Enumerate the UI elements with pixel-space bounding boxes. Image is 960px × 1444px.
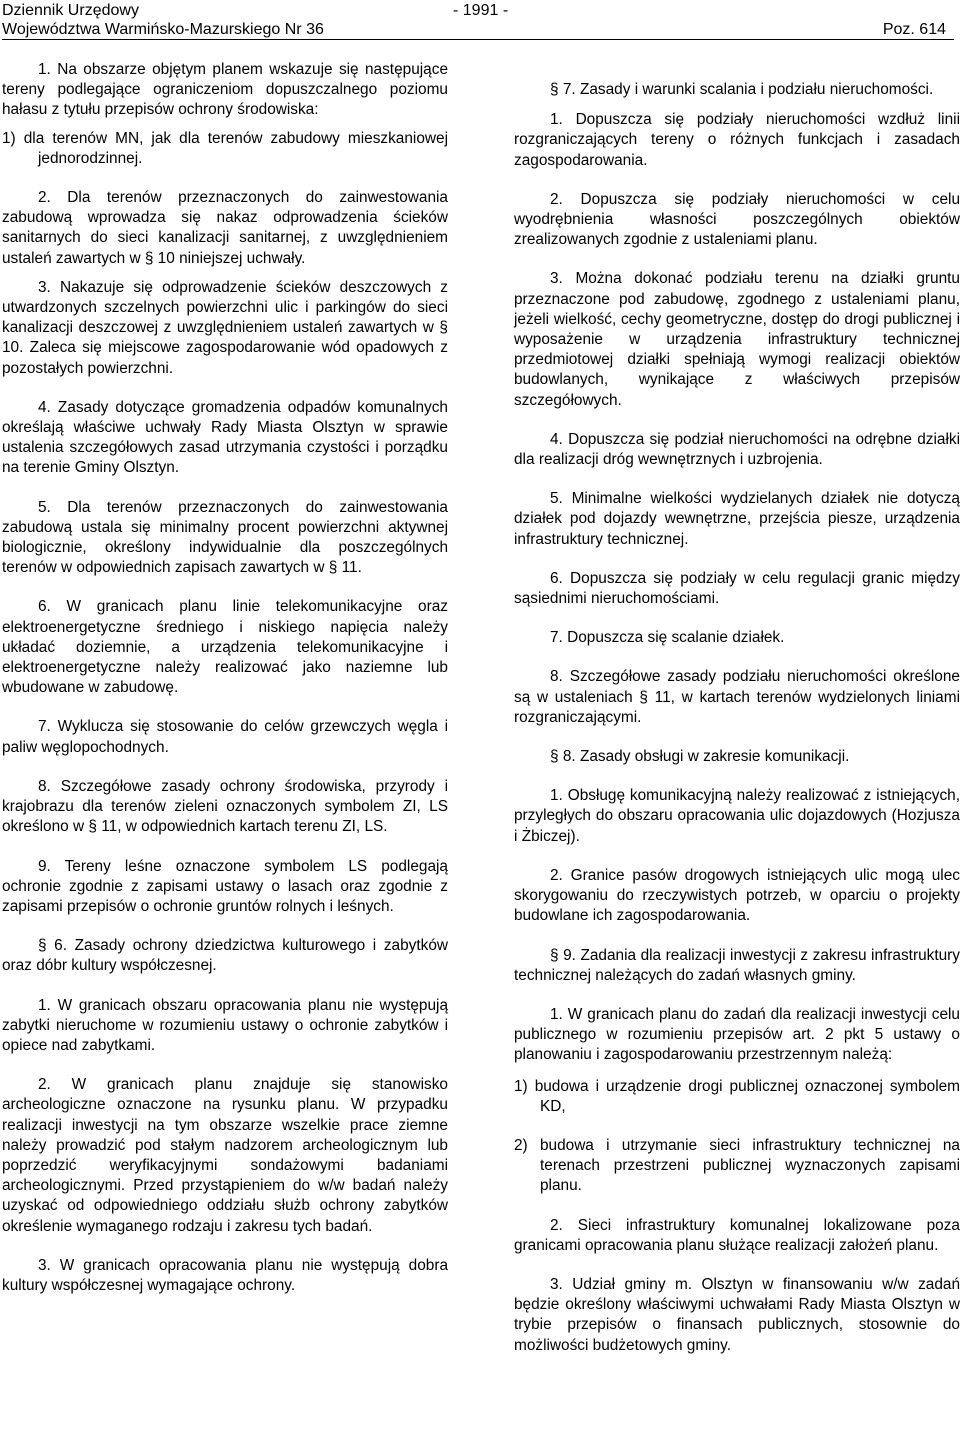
paragraph: 1. Na obszarze objętym planem wskazuje się następujące tereny podlegające ograniczeniom dopuszczalnego poziomu hałasu z tytułu przepisów ochrony środowiska: bbox=[2, 61, 448, 119]
paragraph: 1. W granicach obszaru opracowania planu nie występują zabytki nieruchome w rozumieniu ustawy o ochronie zabytków i opiece nad zabytkami. bbox=[2, 996, 448, 1054]
position-label: Poz. 614 bbox=[882, 21, 946, 38]
right-column bbox=[514, 58, 960, 1356]
region-title: Województwa Warmińsko-Mazurskiego Nr 36 bbox=[2, 21, 324, 38]
paragraph: 2. Dla terenów przeznaczonych do zainwestowania zabudową wprowadza się nakaz odprowadzenia ścieków sanitarnych do sieci kanalizacji sanitarnej, z uwzględnieniem ustaleń zawartych w § 10 niniejszej uchwały. bbox=[2, 189, 448, 267]
paragraph: 2. Dopuszcza się podziały nieruchomości w celu wyodrębnienia własności poszczególnych obiektów zrealizowanych zgodnie z ustaleniami planu. bbox=[514, 190, 960, 249]
paragraph: 7. Wyklucza się stosowanie do celów grzewczych węgla i paliw węglopochodnych. bbox=[2, 718, 448, 756]
page-header bbox=[0, 0, 960, 40]
paragraph: 6. W granicach planu linie telekomunikacyjne oraz elektroenergetyczne średniego i niskiego napięcia należy układać doziemnie, a urządzenia telekomunikacyjne i elektroenergetyczne należy realizować jako naziemne lub wbudowane w zabudowę. bbox=[2, 598, 448, 697]
paragraph: 8. Szczegółowe zasady ochrony środowiska, przyrody i krajobrazu dla terenów zieleni oznaczonych symbolem ZI, LS określono w § 11, w odpowiednich kartach terenu ZI, LS. bbox=[2, 777, 448, 836]
header-rule bbox=[2, 39, 954, 40]
section-heading-8: § 8. Zasady obsługi w zakresie komunikacji. bbox=[550, 748, 850, 766]
paragraph: 4. Zasady dotyczące gromadzenia odpadów komunalnych określają właściwe uchwały Rady Miasta Olsztyn w sprawie ustalenia szczegółowych zasad utrzymania czystości i porządku na terenie Gminy Olsztyn. bbox=[2, 398, 448, 477]
left-column bbox=[2, 58, 448, 1296]
list-item: 1) dla terenów MN, jak dla terenów zabudowy mieszkaniowej jednorodzinnej. bbox=[2, 129, 448, 167]
list-item: 1) budowa i urządzenie drogi publicznej oznaczonej symbolem KD, bbox=[514, 1077, 960, 1115]
paragraph: 5. Minimalne wielkości wydzielanych działek nie dotyczą działek pod dojazdy wewnętrzne, przejścia piesze, urządzenia infrastruktury technicznej. bbox=[514, 490, 960, 548]
paragraph: 2. Sieci infrastruktury komunalnej lokalizowane poza granicami opracowania planu służące realizacji założeń planu. bbox=[514, 1216, 960, 1254]
paragraph: 8. Szczegółowe zasady podziału nieruchomości określone są w ustaleniach § 11, w kartach terenów wydzielonych liniami rozgraniczającymi. bbox=[514, 668, 960, 726]
paragraph: 4. Dopuszcza się podział nieruchomości na odrębne działki dla realizacji dróg wewnętrznych i uzbrojenia. bbox=[514, 430, 960, 469]
paragraph: 7. Dopuszcza się scalanie działek. bbox=[550, 629, 785, 647]
list-item: 2) budowa i utrzymanie sieci infrastruktury technicznej na terenach przestrzeni publicznej wyznaczonych zapisami planu. bbox=[514, 1136, 960, 1195]
journal-title: Dziennik Urzędowy bbox=[2, 2, 139, 19]
paragraph: 3. Nakazuje się odprowadzenie ścieków deszczowych z utwardzonych szczelnych powierzchni ulic i parkingów do sieci kanalizacji deszczowej z uwzględnieniem ustaleń zawartych w § 10. Zaleca się miejscowe zagospodarowanie wód opadowych z pozostałych powierzchni. bbox=[2, 278, 448, 377]
paragraph: 2. Granice pasów drogowych istniejących ulic mogą ulec skorygowaniu do rzeczywistych potrzeb, w oparciu o projekty budowlane ich zagospodarowania. bbox=[514, 866, 960, 925]
paragraph: 1. W granicach planu do zadań dla realizacji inwestycji celu publicznego w rozumieniu przepisów art. 2 pkt 5 ustawy o planowaniu i zagospodarowaniu przestrzennym należą: bbox=[514, 1005, 960, 1064]
section-heading-7: § 7. Zasady i warunki scalania i podziału nieruchomości. bbox=[550, 81, 934, 98]
paragraph: 3. W granicach opracowania planu nie występują dobra kultury współczesnej wymagające ochrony. bbox=[2, 1256, 448, 1294]
paragraph: 5. Dla terenów przeznaczonych do zainwestowania zabudową ustala się minimalny procent powierzchni aktywnej biologicznie, określony indywidualnie dla poszczególnych terenów w odpowiednich zapisach zawartych w § 11. bbox=[2, 498, 448, 577]
paragraph: 1. Dopuszcza się podziały nieruchomości wzdłuż linii rozgraniczających tereny o różnych funkcjach i zasadach zagospodarowania. bbox=[514, 111, 960, 169]
page-number: - 1991 - bbox=[453, 2, 509, 19]
paragraph: 3. Można dokonać podziału terenu na działki gruntu przeznaczone pod zabudowę, zgodnego z ustaleniami planu, jeżeli wielkość, cechy geometryczne, dostęp do drogi publicznej i wyposażenie w urządzenia infrastruktury technicznej przedmiotowej działki spełniają wymogi realizacji obiektów budowlanych, wynikające z właściwych przepisów szczegółowych. bbox=[514, 270, 960, 409]
paragraph: 6. Dopuszcza się podziały w celu regulacji granic między sąsiednimi nieruchomościami. bbox=[514, 569, 960, 608]
paragraph: 1. Obsługę komunikacyjną należy realizować z istniejących, przyległych do obszaru opracowania ulic dojazdowych (Hozjusza i Żbiczej). bbox=[514, 787, 960, 845]
section-heading-9: § 9. Zadania dla realizacji inwestycji z zakresu infrastruktury technicznej należących do zadań własnych gminy. bbox=[514, 946, 960, 984]
paragraph: 3. Udział gminy m. Olsztyn w finansowaniu w/w zadań będzie określony właściwymi uchwałami Rady Miasta Olsztyn w trybie przepisów o finansach publicznych, stosownie do możliwości budżetowych gminy. bbox=[514, 1275, 960, 1354]
section-heading-6: § 6. Zasady ochrony dziedzictwa kulturowego i zabytków oraz dóbr kultury współczesnej. bbox=[2, 937, 448, 975]
paragraph: 9. Tereny leśne oznaczone symbolem LS podlegają ochronie zgodnie z zapisami ustawy o lasach oraz zgodnie z zapisami przepisów o ochronie gruntów rolnych i leśnych. bbox=[2, 857, 448, 915]
paragraph: 2. W granicach planu znajduje się stanowisko archeologiczne oznaczone na rysunku planu. W przypadku realizacji inwestycji na tym obszarze wszelkie prace ziemne należy prowadzić pod stałym nadzorem archeologicznym lub poprzedzić weryfikacyjnymi sondażowymi badaniami archeologicznymi. Przed przystąpieniem do w/w badań należy uzyskać od odpowiedniego oddziału służb ochrony zabytków określenie wymaganego rodzaju i zakresu tych badań. bbox=[2, 1076, 448, 1235]
